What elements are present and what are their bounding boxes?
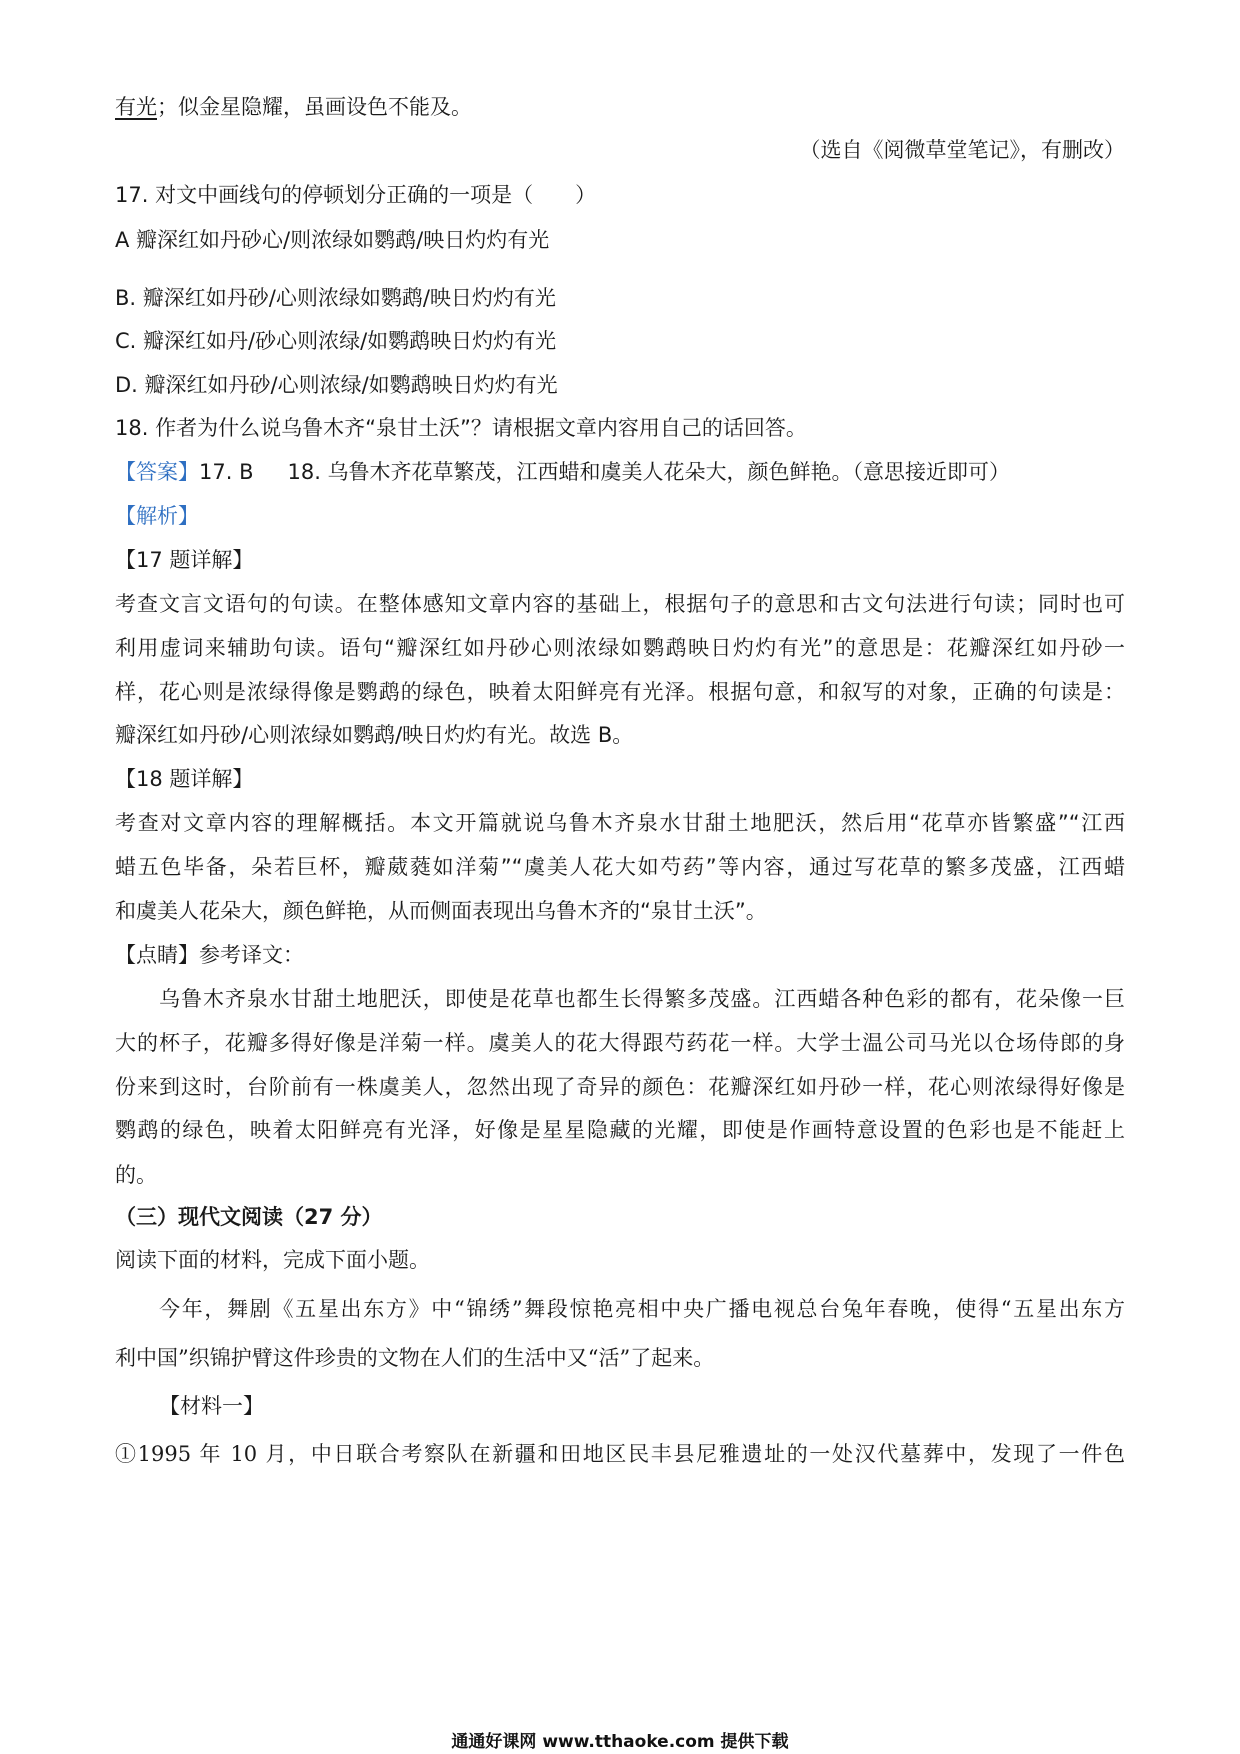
answer-18: 18. 乌鲁木齐花草繁茂，江西蜡和虞美人花朵大，颜色鲜艳。（意思接近即可） (287, 460, 1011, 484)
translation-line: 份来到这时，台阶前有一株虞美人，忽然出现了奇异的颜色：花瓣深红如丹砂一样，花心则浓绿得好像是 (115, 1075, 1125, 1099)
question-17-stem: 17. 对文中画线句的停顿划分正确的一项是（ ） (115, 183, 597, 207)
section-heading: （三）现代文阅读（27 分） (115, 1205, 383, 1229)
passage-end-line: 有光；似金星隐耀，虽画设色不能及。 (115, 95, 472, 119)
detail-17-line: 样，花心则是浓绿得像是鹦鹉的绿色，映着太阳鲜亮有光泽。根据句意，和叙写的对象，正确的句读是： (115, 680, 1125, 704)
translation-line: 鹦鹉的绿色，映着太阳鲜亮有光泽，好像是星星隐藏的光耀，即使是作画特意设置的色彩也是不能赶上 (115, 1118, 1125, 1142)
translation-line: 的。 (115, 1163, 157, 1187)
dianjing-title: 【点睛】参考译文： (115, 943, 304, 967)
answer-17: 17. B (199, 460, 254, 484)
section-instruction: 阅读下面的材料，完成下面小题。 (115, 1248, 430, 1272)
passage-source: （选自《阅微草堂笔记》，有删改） (799, 138, 1125, 162)
answer-line (115, 457, 1125, 487)
q17-option-c: C. 瓣深红如丹/砂心则浓绿/如鹦鹉映日灼灼有光 (115, 329, 557, 353)
detail-18-title: 【18 题详解】 (115, 767, 254, 791)
question-18-stem: 18. 作者为什么说乌鲁木齐“泉甘土沃”？请根据文章内容用自己的话回答。 (115, 416, 807, 440)
underlined-text: 有光 (115, 95, 157, 119)
intro-line: 今年，舞剧《五星出东方》中“锦绣”舞段惊艳亮相中央广播电视总台兔年春晚，使得“五星出东方 (159, 1297, 1125, 1321)
detail-18-line: 蜡五色毕备，朵若巨杯，瓣葳蕤如洋菊”“虞美人花大如芍药”等内容，通过写花草的繁多茂盛，江西蜡 (115, 855, 1125, 879)
detail-17-line: 利用虚词来辅助句读。语句“瓣深红如丹砂心则浓绿如鹦鹉映日灼灼有光”的意思是：花瓣深红如丹砂一 (115, 636, 1125, 660)
q17-option-b: B. 瓣深红如丹砂/心则浓绿如鹦鹉/映日灼灼有光 (115, 286, 556, 310)
analysis-tag: 【解析】 (115, 504, 199, 528)
detail-18-line: 考查对文章内容的理解概括。本文开篇就说乌鲁木齐泉水甘甜土地肥沃，然后用“花草亦皆繁盛”“江西 (115, 811, 1125, 835)
material-line: ①1995 年 10 月，中日联合考察队在新疆和田地区民丰县尼雅遗址的一处汉代墓葬中，发现了一件色 (115, 1442, 1125, 1466)
page-footer: 通通好课网 www.tthaoke.com 提供下载 (451, 1732, 789, 1752)
material-title: 【材料一】 (159, 1394, 264, 1418)
answer-tag: 【答案】 (115, 460, 199, 484)
detail-17-title: 【17 题详解】 (115, 548, 254, 572)
q17-option-d: D. 瓣深红如丹砂/心则浓绿/如鹦鹉映日灼灼有光 (115, 373, 558, 397)
detail-18-line: 和虞美人花朵大，颜色鲜艳，从而侧面表现出乌鲁木齐的“泉甘土沃”。 (115, 899, 767, 923)
q17-option-a: A 瓣深红如丹砂心/则浓绿如鹦鹉/映日灼灼有光 (115, 228, 550, 252)
detail-17-line: 考查文言文语句的句读。在整体感知文章内容的基础上，根据句子的意思和古文句法进行句读；同时也可 (115, 592, 1125, 616)
translation-line: 乌鲁木齐泉水甘甜土地肥沃，即使是花草也都生长得繁多茂盛。江西蜡各种色彩的都有，花朵像一巨 (159, 987, 1125, 1011)
translation-line: 大的杯子，花瓣多得好像是洋菊一样。虞美人的花大得跟芍药花一样。大学士温公司马光以仓场侍郎的身 (115, 1031, 1125, 1055)
intro-line: 利中国”织锦护臂这件珍贵的文物在人们的生活中又“活”了起来。 (115, 1346, 715, 1370)
detail-17-line: 瓣深红如丹砂/心则浓绿如鹦鹉/映日灼灼有光。故选 B。 (115, 723, 634, 747)
